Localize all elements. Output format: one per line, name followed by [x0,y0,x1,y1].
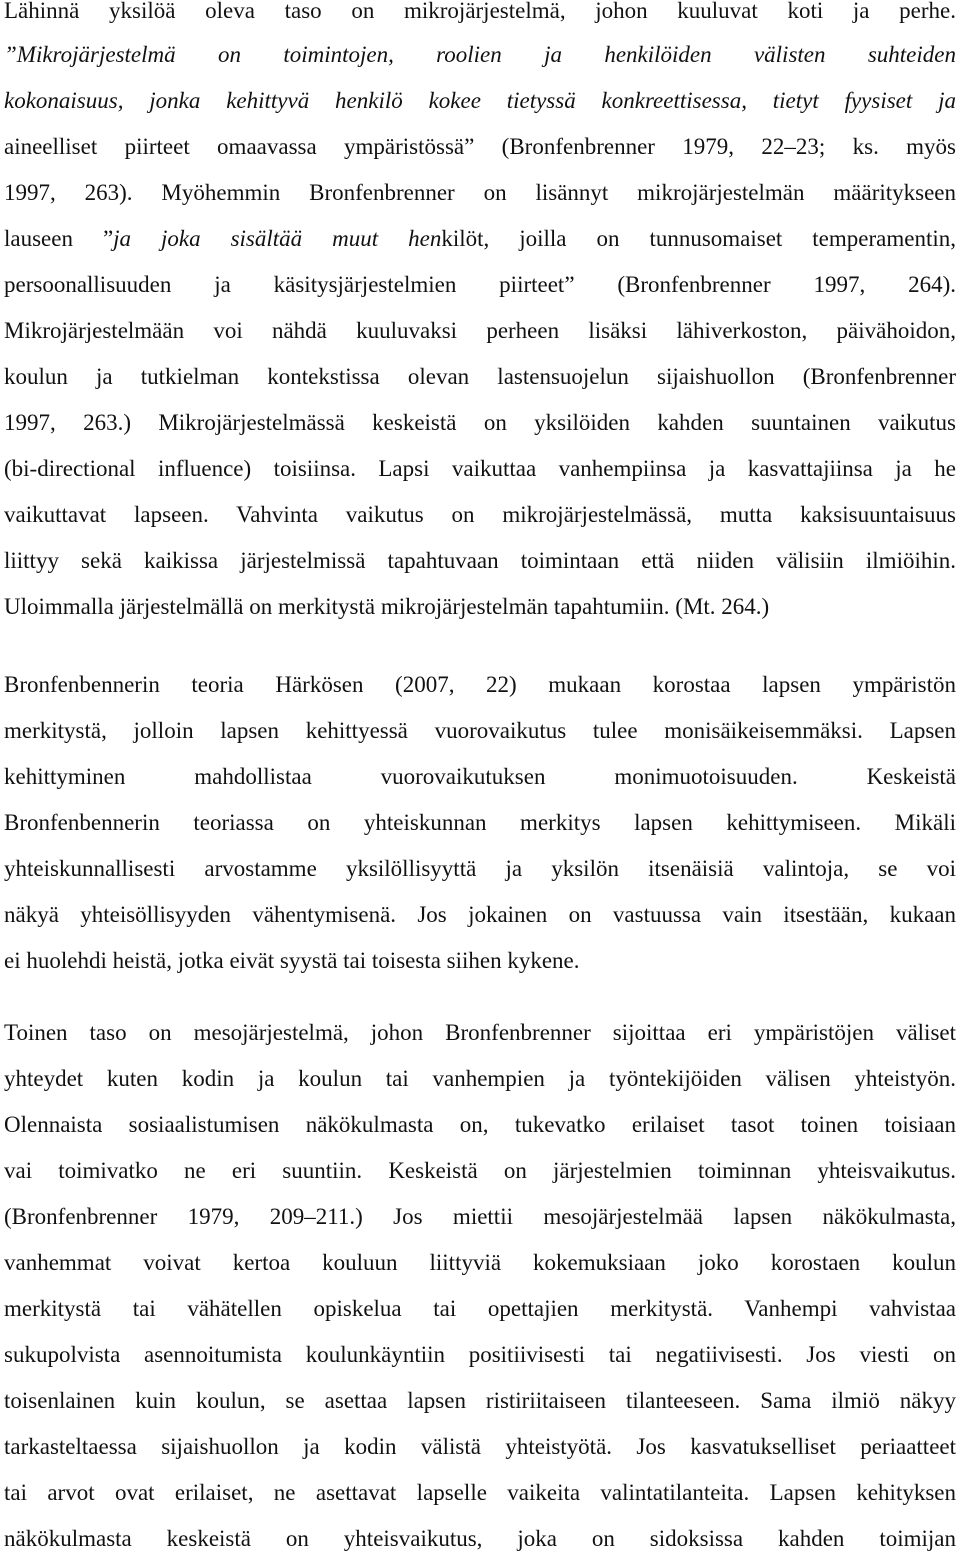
text-line: persoonallisuuden ja käsitysjärjestelmien piirteet” (Bronfenbrenner 1997, 264). [4,272,956,297]
text-line: merkitystä tai vähätellen opiskelua tai opettajien merkitystä. Vanhempi vahvistaa [4,1296,956,1321]
text-line: Bronfenbennerin teoriassa on yhteiskunnan merkitys lapsen kehittymiseen. Mikäli [4,810,956,835]
text-line: yhteiskunnallisesti arvostamme yksilöllisyyttä ja yksilön itsenäisiä valintoja, se voi [4,856,956,881]
text-line: vai toimivatko ne eri suuntiin. Keskeistä on järjestelmien toiminnan yhteisvaikutus. [4,1158,956,1183]
text-line: Mikrojärjestelmään voi nähdä kuuluvaksi perheen lisäksi lähiverkoston, päivähoidon, [4,318,956,343]
text-line: (Bronfenbrenner 1979, 209–211.) Jos miettii mesojärjestelmää lapsen näkökulmasta, [4,1204,956,1229]
text-line: 1997, 263.) Mikrojärjestelmässä keskeistä on yksilöiden kahden suuntainen vaikutus [4,410,956,435]
text-line: koulun ja tutkielman kontekstissa olevan lastensuojelun sijaishuollon (Bronfenbrenner [4,364,956,389]
text-line: merkitystä, jolloin lapsen kehittyessä vuorovaikutus tulee monisäikeisemmäksi. Lapsen [4,718,956,743]
text-line: Lähinnä yksilöä oleva taso on mikrojärjestelmä, johon kuuluvat koti ja perhe. [4,0,956,23]
text-line: ”Mikrojärjestelmä on toimintojen, roolien ja henkilöiden välisten suhteiden [4,42,956,67]
text-line: ei huolehdi heistä, jotka eivät syystä tai toisesta siihen kykene. [4,948,580,973]
text-line: näkökulmasta keskeistä on yhteisvaikutus, joka on sidoksissa kahden toimijan [4,1526,956,1551]
text-line: Toinen taso on mesojärjestelmä, johon Bronfenbrenner sijoittaa eri ympäristöjen väliset [4,1020,956,1045]
text-line: tarkasteltaessa sijaishuollon ja kodin välistä yhteistyötä. Jos kasvatukselliset periaatteet [4,1434,956,1459]
text-line: tai arvot ovat erilaiset, ne asettavat lapselle vaikeita valintatilanteita. Lapsen kehityksen [4,1480,956,1505]
text-line: näkyä yhteisöllisyyden vähentymisenä. Jos jokainen on vastuussa vain itsestään, kukaan [4,902,956,927]
text-line: toisenlainen kuin koulun, se asettaa lapsen ristiriitaiseen tilanteeseen. Sama ilmiö näkyy [4,1388,956,1413]
text-line: kehittyminen mahdollistaa vuorovaikutuksen monimuotoisuuden. Keskeistä [4,764,956,789]
text-line: (bi-directional influence) toisiinsa. Lapsi vaikuttaa vanhempiinsa ja kasvattajiinsa ja he [4,456,956,481]
text-line: yhteydet kuten kodin ja koulun tai vanhempien ja työntekijöiden välisen yhteistyön. [4,1066,956,1091]
text-line: Bronfenbennerin teoria Härkösen (2007, 22) mukaan korostaa lapsen ympäristön [4,672,956,697]
text-line: kokonaisuus, jonka kehittyvä henkilö kokee tietyssä konkreettisessa, tietyt fyysiset ja [4,88,956,113]
text-line: Olennaista sosiaalistumisen näkökulmasta on, tukevatko erilaiset tasot toinen toisiaan [4,1112,956,1137]
text-line: vaikuttavat lapseen. Vahvinta vaikutus on mikrojärjestelmässä, mutta kaksisuuntaisuus [4,502,956,527]
text-line: 1997, 263). Myöhemmin Bronfenbrenner on lisännyt mikrojärjestelmän määritykseen [4,180,956,205]
text-line: Uloimmalla järjestelmällä on merkitystä mikrojärjestelmän tapahtumiin. (Mt. 264.) [4,594,770,619]
text-line: aineelliset piirteet omaavassa ympäristössä” (Bronfenbrenner 1979, 22–23; ks. myös [4,134,956,159]
text-line: liittyy sekä kaikissa järjestelmissä tapahtuvaan toimintaan että niiden välisiin ilmiöihin. [4,548,956,573]
text-line: sukupolvista asennoitumista koulunkäyntiin positiivisesti tai negatiivisesti. Jos viesti on [4,1342,956,1367]
text-line: vanhemmat voivat kertoa kouluun liittyviä kokemuksiaan joko korostaen koulun [4,1250,956,1275]
text-line: lauseen ”ja joka sisältää muut henkilöt, joilla on tunnusomaiset temperamentin, [4,226,956,251]
